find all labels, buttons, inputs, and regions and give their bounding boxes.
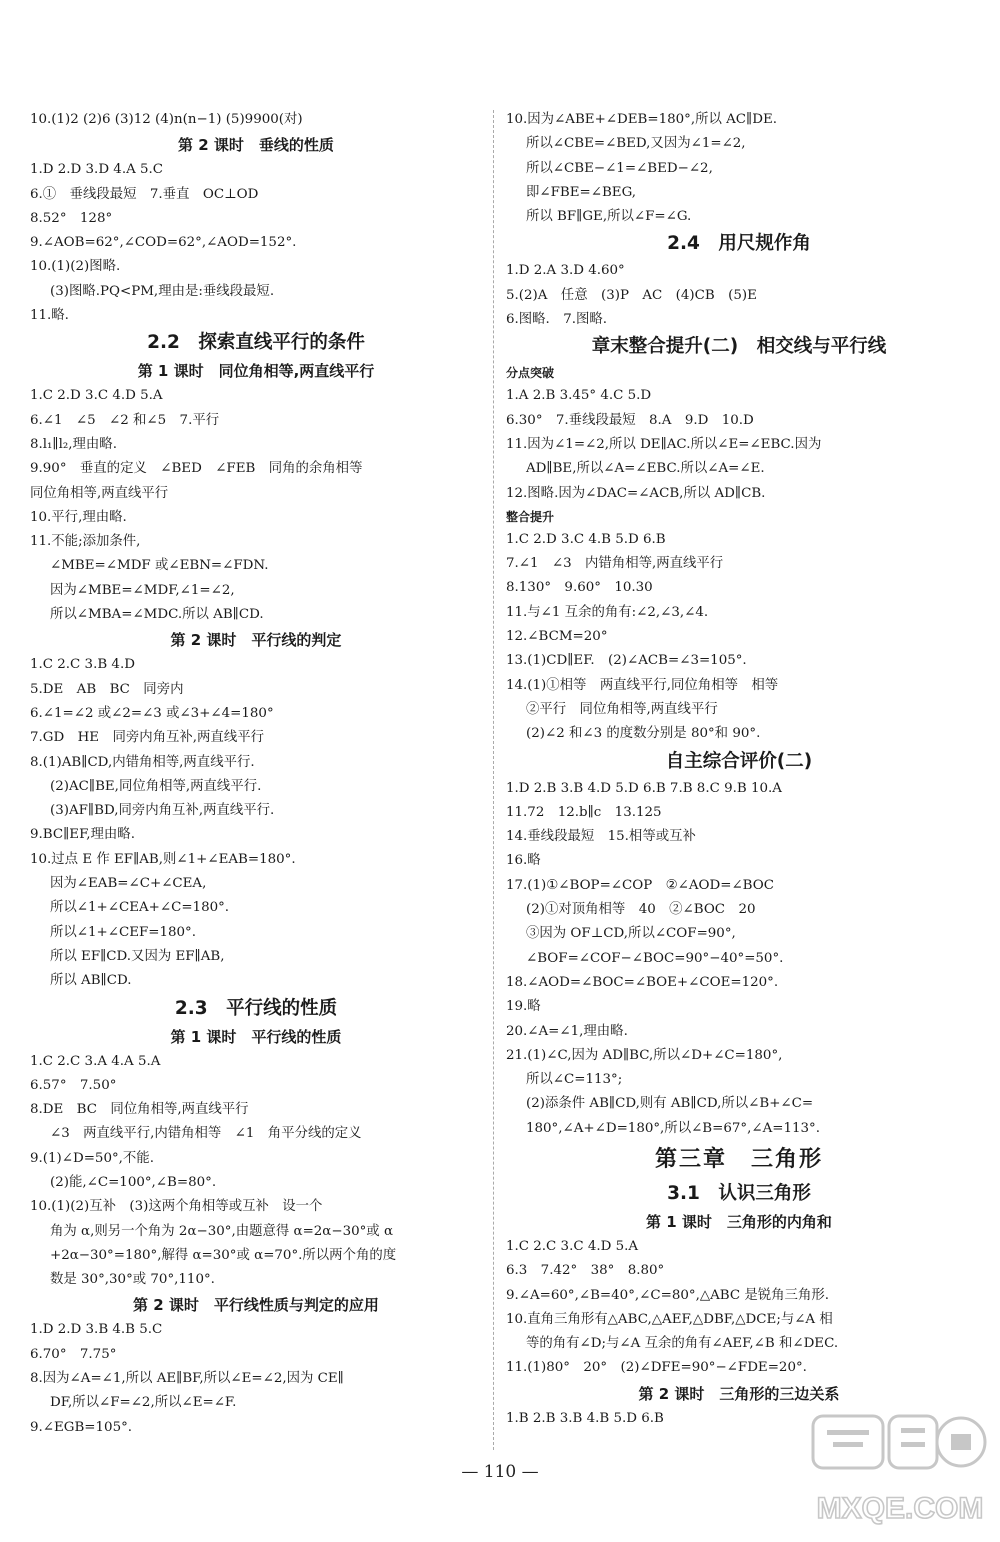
lesson-title: 第 2 课时 平行线的判定 — [170, 631, 342, 650]
answer-line: 1.D 2.A 3.D 4.60° — [506, 263, 625, 279]
answer-line: 所以 AB∥CD. — [50, 973, 132, 989]
answer-line: 18.∠AOD=∠BOC=∠BOE+∠COE=120°. — [506, 974, 779, 990]
answer-line: 所以 BF∥GE,所以∠F=∠G. — [526, 209, 692, 225]
answer-line: 所以∠1+∠CEA+∠C=180°. — [50, 900, 230, 916]
answer-line: 8.130° 9.60° 10.30 — [506, 580, 653, 596]
answer-line: (2)添条件 AB∥CD,则有 AB∥CD,所以∠B+∠C= — [526, 1096, 814, 1112]
answer-line: 10.过点 E 作 EF∥AB,则∠1+∠EAB=180°. — [30, 851, 296, 867]
answer-line: 21.(1)∠C,因为 AD∥BC,所以∠D+∠C=180°, — [506, 1047, 783, 1063]
answer-line: 所以∠1+∠CEF=180°. — [50, 924, 197, 940]
answer-line: 11.略. — [30, 308, 69, 324]
answer-line: 7.∠1 ∠3 内错角相等,两直线平行 — [506, 556, 724, 572]
answer-line: 因为∠MBE=∠MDF,∠1=∠2, — [50, 582, 235, 598]
answer-line: 6.3 7.42° 38° 8.80° — [506, 1263, 665, 1279]
answer-line: 12.图略.因为∠DAC=∠ACB,所以 AD∥CB. — [506, 485, 766, 501]
answer-line: (3)图略.PQ<PM,理由是:垂线段最短. — [50, 283, 275, 299]
answer-line: 等的角有∠D;与∠A 互余的角有∠AEF,∠B 和∠DEC. — [526, 1336, 839, 1352]
answer-line: 10.(1)2 (2)6 (3)12 (4)n(n−1) (5)9900(对) — [30, 112, 303, 127]
answer-line: 1.D 2.B 3.B 4.D 5.D 6.B 7.B 8.C 9.B 10.A — [506, 780, 782, 796]
right-column — [506, 108, 972, 1431]
answer-line: 10.直角三角形有△ABC,△AEF,△DBF,△DCE;与∠A 相 — [506, 1311, 833, 1327]
answer-line: 1.C 2.D 3.C 4.B 5.D 6.B — [506, 531, 666, 547]
answer-line: 8.(1)AB∥CD,内错角相等,两直线平行. — [30, 754, 255, 770]
answer-line: 16.略 — [506, 853, 541, 869]
answer-line: 1.B 2.B 3.B 4.B 5.D 6.B — [506, 1410, 664, 1426]
answer-line: 12.∠BCM=20° — [506, 629, 608, 645]
section-title: 2.3 平行线的性质 — [174, 997, 338, 1019]
answer-line: 6.30° 7.垂线段最短 8.A 9.D 10.D — [506, 412, 754, 428]
answer-line: 7.GD HE 同旁内角互补,两直线平行 — [30, 730, 264, 746]
answer-line: 10.(1)(2)图略. — [30, 259, 121, 275]
answer-line: (3)AF∥BD,同旁内角互补,两直线平行. — [50, 803, 275, 819]
answer-line: 1.C 2.C 3.A 4.A 5.A — [30, 1053, 161, 1069]
answer-line: 9.∠AOB=62°,∠COD=62°,∠AOD=152°. — [30, 235, 297, 251]
answer-line: 9.90° 垂直的定义 ∠BED ∠FEB 同角的余角相等 — [30, 461, 363, 477]
answer-line: (2)AC∥BE,同位角相等,两直线平行. — [50, 778, 262, 794]
answer-line: 6.① 垂线段最短 7.垂直 OC⊥OD — [30, 186, 259, 202]
answer-line: 8.l₁∥l₂,理由略. — [30, 436, 117, 452]
answer-line: 所以∠MBA=∠MDC.所以 AB∥CD. — [50, 607, 264, 623]
column-divider — [493, 110, 494, 1450]
chapter-title: 第三章 三角形 — [654, 1146, 823, 1172]
answer-line: 9.∠A=60°,∠B=40°,∠C=80°,△ABC 是锐角三角形. — [506, 1287, 829, 1303]
lesson-title: 第 2 课时 三角形的三边关系 — [638, 1384, 840, 1403]
subsection-label: 分点突破 — [506, 366, 555, 381]
lesson-title: 第 1 课时 三角形的内角和 — [646, 1212, 832, 1231]
answer-line: ②平行 同位角相等,两直线平行 — [526, 701, 718, 717]
answer-line: 6.∠1 ∠5 ∠2 和∠5 7.平行 — [30, 412, 220, 428]
answer-line: 8.52° 128° — [30, 210, 113, 226]
answer-line: 11.不能;添加条件, — [30, 534, 141, 550]
section-title: 自主综合评价(二) — [665, 750, 813, 772]
answer-line: 8.DE BC 同位角相等,两直线平行 — [30, 1102, 249, 1118]
answer-line: 11.72 12.b∥c 13.125 — [506, 804, 662, 820]
answer-line: 5.(2)A 任意 (3)P AC (4)CB (5)E — [506, 287, 757, 303]
answer-line: +2α−30°=180°,解得 α=30°或 α=70°.所以两个角的度 — [50, 1247, 397, 1263]
answer-line: 14.(1)①相等 两直线平行,同位角相等 相等 — [506, 677, 779, 693]
answer-line: 9.BC∥EF,理由略. — [30, 827, 135, 843]
answer-line: 6.57° 7.50° — [30, 1077, 117, 1093]
section-title: 2.4 用尺规作角 — [667, 233, 811, 255]
answer-line: 20.∠A=∠1,理由略. — [506, 1023, 628, 1039]
answer-line: 8.因为∠A=∠1,所以 AE∥BF,所以∠E=∠2,因为 CE∥ — [30, 1371, 344, 1387]
answer-line: 10.(1)(2)互补 (3)这两个角相等或互补 设一个 — [30, 1199, 323, 1215]
answer-line: 11.与∠1 互余的角有:∠2,∠3,∠4. — [506, 604, 709, 620]
subsection-label: 整合提升 — [506, 509, 555, 524]
answer-line: 1.C 2.C 3.B 4.D — [30, 657, 135, 673]
lesson-title: 第 2 课时 平行线性质与判定的应用 — [133, 1296, 379, 1315]
answer-line: 所以∠C=113°; — [526, 1072, 623, 1088]
answer-line: 9.∠EGB=105°. — [30, 1419, 133, 1435]
answer-line: 所以∠CBE−∠1=∠BED−∠2, — [526, 160, 713, 176]
answer-line: ③因为 OF⊥CD,所以∠COF=90°, — [526, 926, 736, 942]
answer-line: 所以 EF∥CD.又因为 EF∥AB, — [50, 948, 225, 964]
answer-line: (2)∠2 和∠3 的度数分别是 80°和 90°. — [526, 726, 761, 742]
answer-line: 1.C 2.C 3.C 4.D 5.A — [506, 1238, 639, 1254]
watermark-site-text: MXQE.COM — [816, 1492, 984, 1525]
answer-line: 5.DE AB BC 同旁内 — [30, 681, 184, 697]
lesson-title: 第 1 课时 同位角相等,两直线平行 — [137, 362, 375, 381]
answer-line: 10.因为∠ABE+∠DEB=180°,所以 AC∥DE. — [506, 112, 778, 127]
answer-line: 180°,∠A+∠D=180°,所以∠B=67°,∠A=113°. — [526, 1120, 820, 1136]
answer-line: ∠MBE=∠MDF 或∠EBN=∠FDN. — [50, 558, 269, 574]
answer-line: 9.(1)∠D=50°,不能. — [30, 1150, 154, 1166]
answer-line: 即∠FBE=∠BEG, — [526, 184, 637, 200]
answer-line: 6.图略. 7.图略. — [506, 312, 608, 328]
answer-line: 10.平行,理由略. — [30, 509, 127, 525]
left-column — [30, 108, 482, 1440]
answer-line: (2)①对顶角相等 40 ②∠BOC 20 — [526, 902, 756, 918]
answer-line: 19.略 — [506, 999, 541, 1015]
lesson-title: 第 1 课时 平行线的性质 — [170, 1027, 342, 1046]
answer-line: ∠BOF=∠COF−∠BOC=90°−40°=50°. — [526, 950, 784, 966]
answer-line: 11.(1)80° 20° (2)∠DFE=90°−∠FDE=20°. — [506, 1360, 807, 1376]
section-title: 3.1 认识三角形 — [667, 1182, 811, 1204]
answer-line: 14.垂线段最短 15.相等或互补 — [506, 829, 696, 845]
answer-line: 13.(1)CD∥EF. (2)∠ACB=∠3=105°. — [506, 653, 747, 669]
answer-line: 1.D 2.D 3.D 4.A 5.C — [30, 162, 164, 178]
watermark-logo — [805, 1408, 995, 1536]
answer-line: ∠3 两直线平行,内错角相等 ∠1 角平分线的定义 — [50, 1126, 362, 1142]
section-title: 2.2 探索直线平行的条件 — [147, 332, 365, 354]
answer-line: 6.70° 7.75° — [30, 1346, 117, 1362]
answer-line: (2)能,∠C=100°,∠B=80°. — [50, 1174, 217, 1190]
answer-line: DF,所以∠F=∠2,所以∠E=∠F. — [50, 1395, 237, 1411]
answer-line: 1.A 2.B 3.45° 4.C 5.D — [506, 388, 652, 404]
answer-line: AD∥BE,所以∠A=∠EBC.所以∠A=∠E. — [526, 461, 765, 477]
lesson-title: 第 2 课时 垂线的性质 — [178, 136, 334, 155]
answer-line: 11.因为∠1=∠2,所以 DE∥AC.所以∠E=∠EBC.因为 — [506, 436, 822, 452]
answer-line: 因为∠EAB=∠C+∠CEA, — [50, 876, 207, 892]
page-number: — 110 — — [461, 1462, 539, 1482]
answer-line: 同位角相等,两直线平行 — [30, 485, 169, 501]
answer-line: 1.C 2.D 3.C 4.D 5.A — [30, 388, 163, 404]
answer-line: 数是 30°,30°或 70°,110°. — [50, 1272, 215, 1288]
answer-line: 1.D 2.D 3.B 4.B 5.C — [30, 1322, 163, 1338]
section-title: 章末整合提升(二) 相交线与平行线 — [591, 336, 887, 358]
answer-line: 角为 α,则另一个角为 2α−30°,由题意得 α=2α−30°或 α — [50, 1223, 393, 1239]
answer-line: 6.∠1=∠2 或∠2=∠3 或∠3+∠4=180° — [30, 705, 274, 721]
answer-line: 17.(1)①∠BOP=∠COP ②∠AOD=∠BOC — [506, 877, 774, 893]
answer-line: 所以∠CBE=∠BED,又因为∠1=∠2, — [526, 136, 746, 152]
